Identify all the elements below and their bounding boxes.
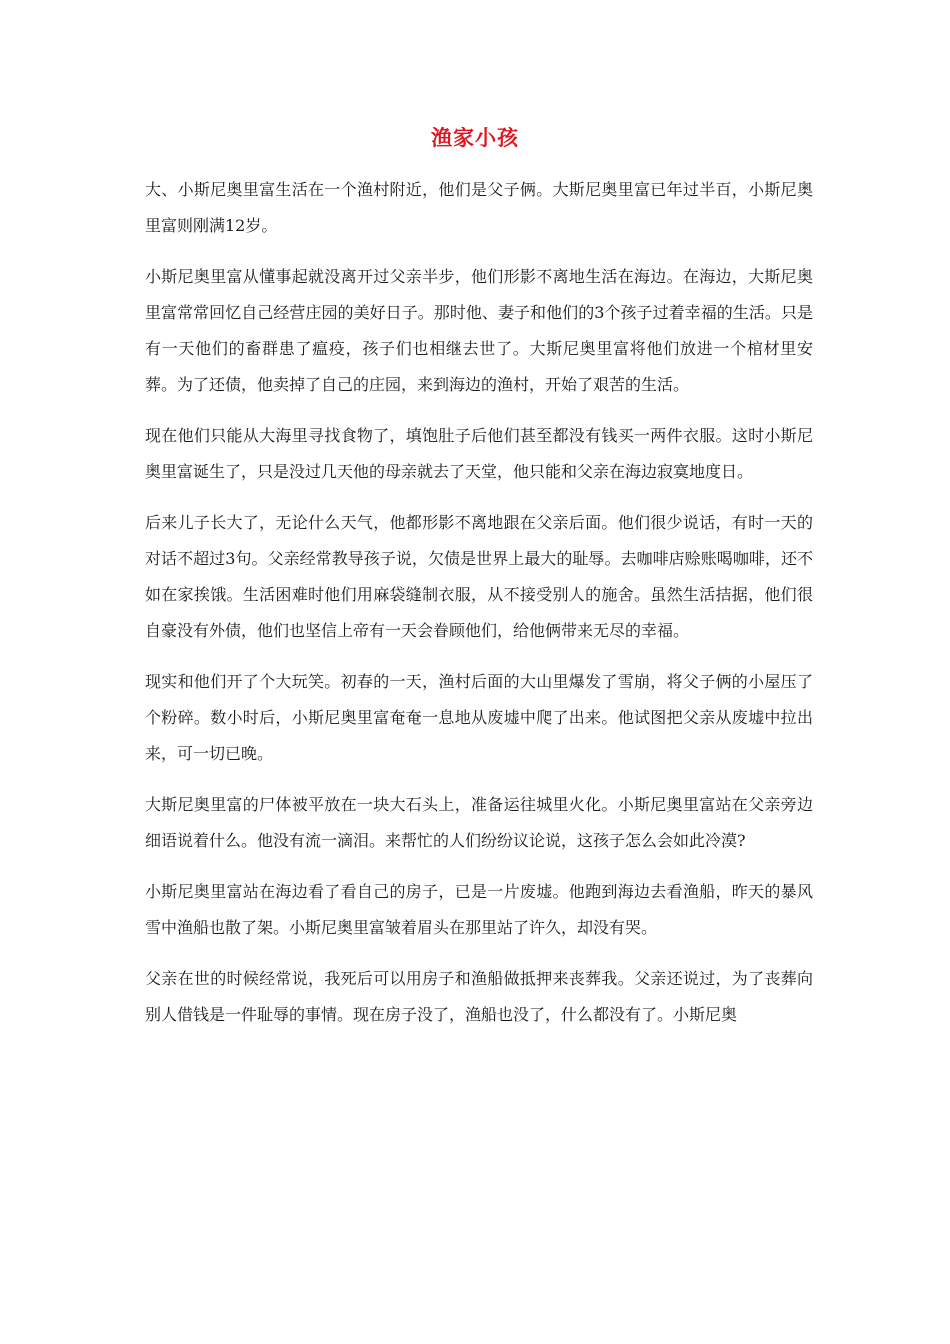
paragraph-5: 现实和他们开了个大玩笑。初春的一天，渔村后面的大山里爆发了雪崩，将父子俩的小屋压了个粉碎。数小时后，小斯尼奥里富奄奄一息地从废墟中爬了出来。他试图把父亲从废墟中拉出来，可一切已晚。 xyxy=(145,672,813,763)
document-title: 渔家小孩 xyxy=(431,126,519,150)
paragraph-8: 父亲在世的时候经常说，我死后可以用房子和渔船做抵押来丧葬我。父亲还说过，为了丧葬向别人借钱是一件耻辱的事情。现在房子没了，渔船也没了，什么都没有了。小斯尼奥 xyxy=(145,969,813,1024)
document-body xyxy=(145,172,813,1048)
paragraph-2: 小斯尼奥里富从懂事起就没离开过父亲半步，他们形影不离地生活在海边。在海边，大斯尼奥里富常常回忆自己经营庄园的美好日子。那时他、妻子和他们的3个孩子过着幸福的生活。只是有一天他们的畜群患了瘟疫，孩子们也相继去世了。大斯尼奥里富将他们放进一个棺材里安葬。为了还债，他卖掉了自己的庄园，来到海边的渔村，开始了艰苦的生活。 xyxy=(145,267,813,394)
paragraph-7: 小斯尼奥里富站在海边看了看自己的房子，已是一片废墟。他跑到海边去看渔船，昨天的暴风雪中渔船也散了架。小斯尼奥里富皱着眉头在那里站了许久，却没有哭。 xyxy=(145,882,813,937)
paragraph-4: 后来儿子长大了，无论什么天气，他都形影不离地跟在父亲后面。他们很少说话，有时一天的对话不超过3句。父亲经常教导孩子说，欠债是世界上最大的耻辱。去咖啡店赊账喝咖啡，还不如在家挨饿。生活困难时他们用麻袋缝制衣服，从不接受别人的施舍。虽然生活拮据，他们很自豪没有外债，他们也坚信上帝有一天会眷顾他们，给他俩带来无尽的幸福。 xyxy=(145,513,813,640)
paragraph-6: 大斯尼奥里富的尸体被平放在一块大石头上，准备运往城里火化。小斯尼奥里富站在父亲旁边细语说着什么。他没有流一滴泪。来帮忙的人们纷纷议论说，这孩子怎么会如此冷漠? xyxy=(145,795,813,850)
paragraph-1: 大、小斯尼奥里富生活在一个渔村附近，他们是父子俩。大斯尼奥里富已年过半百，小斯尼奥里富则刚满12岁。 xyxy=(145,180,813,235)
paragraph-3: 现在他们只能从大海里寻找食物了，填饱肚子后他们甚至都没有钱买一两件衣服。这时小斯尼奥里富诞生了，只是没过几天他的母亲就去了天堂，他只能和父亲在海边寂寞地度日。 xyxy=(145,426,813,481)
